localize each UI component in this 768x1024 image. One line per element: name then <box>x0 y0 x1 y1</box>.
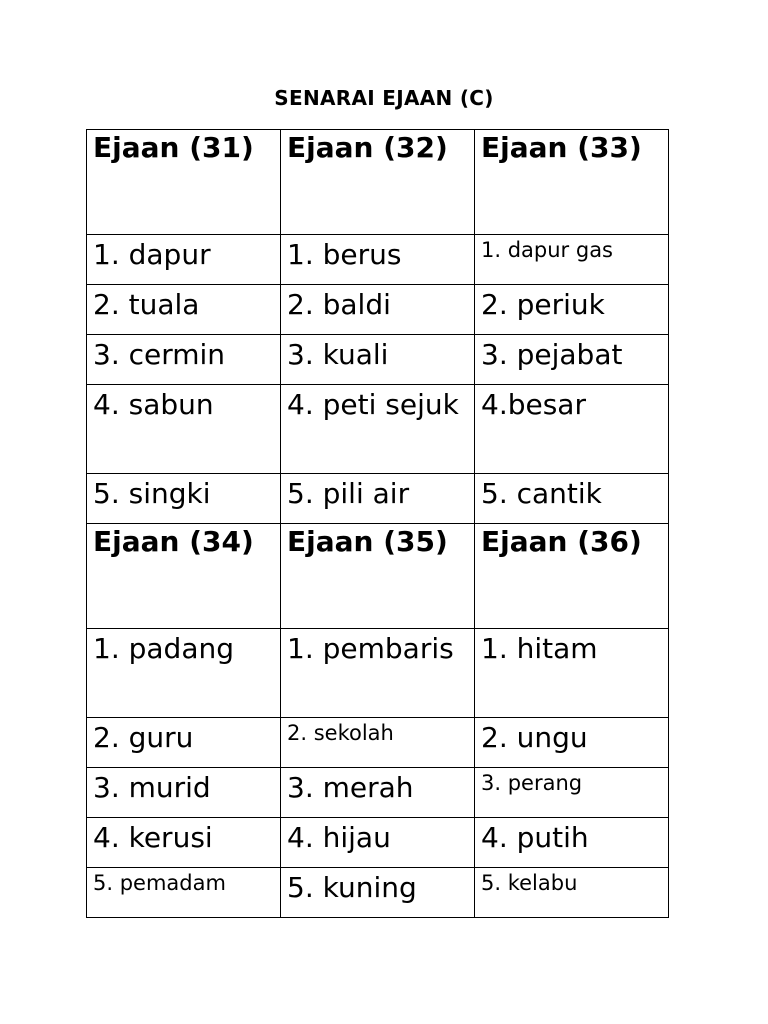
table-cell: 2. sekolah <box>281 718 475 768</box>
table-cell: 1. padang <box>87 629 281 718</box>
table-cell: 4. sabun <box>87 385 281 474</box>
table-cell: 5. cantik <box>475 474 669 524</box>
table-row <box>87 385 669 474</box>
table-cell: 5. kuning <box>281 868 475 918</box>
table-header-row <box>87 130 669 235</box>
column-header: Ejaan (33) <box>475 130 669 235</box>
table-cell: 3. perang <box>475 768 669 818</box>
spelling-table <box>86 129 669 918</box>
table-cell: 3. kuali <box>281 335 475 385</box>
table-header-row <box>87 524 669 629</box>
column-header: Ejaan (36) <box>475 524 669 629</box>
table-row <box>87 718 669 768</box>
table-cell: 3. pejabat <box>475 335 669 385</box>
table-cell: 1. hitam <box>475 629 669 718</box>
table-row <box>87 629 669 718</box>
table-cell: 5. singki <box>87 474 281 524</box>
table-cell: 2. tuala <box>87 285 281 335</box>
page-title: SENARAI EJAAN (C) <box>274 86 494 110</box>
table-cell: 2. ungu <box>475 718 669 768</box>
table-row <box>87 235 669 285</box>
table-cell: 4. hijau <box>281 818 475 868</box>
table-row <box>87 818 669 868</box>
table-cell: 3. cermin <box>87 335 281 385</box>
table-cell: 1. dapur gas <box>475 235 669 285</box>
table-row <box>87 474 669 524</box>
table-cell: 5. kelabu <box>475 868 669 918</box>
table-cell: 4. peti sejuk <box>281 385 475 474</box>
table-row <box>87 768 669 818</box>
table-cell: 1. berus <box>281 235 475 285</box>
table-cell: 3. merah <box>281 768 475 818</box>
table-cell: 4. kerusi <box>87 818 281 868</box>
table-cell: 2. guru <box>87 718 281 768</box>
table-row <box>87 335 669 385</box>
table-row <box>87 285 669 335</box>
table-cell: 3. murid <box>87 768 281 818</box>
column-header: Ejaan (32) <box>281 130 475 235</box>
table-cell: 4.besar <box>475 385 669 474</box>
table-cell: 1. dapur <box>87 235 281 285</box>
table-row <box>87 868 669 918</box>
table-cell: 2. periuk <box>475 285 669 335</box>
column-header: Ejaan (31) <box>87 130 281 235</box>
table-cell: 4. putih <box>475 818 669 868</box>
table-cell: 1. pembaris <box>281 629 475 718</box>
column-header: Ejaan (34) <box>87 524 281 629</box>
table-cell: 5. pemadam <box>87 868 281 918</box>
table-cell: 5. pili air <box>281 474 475 524</box>
column-header: Ejaan (35) <box>281 524 475 629</box>
table-cell: 2. baldi <box>281 285 475 335</box>
